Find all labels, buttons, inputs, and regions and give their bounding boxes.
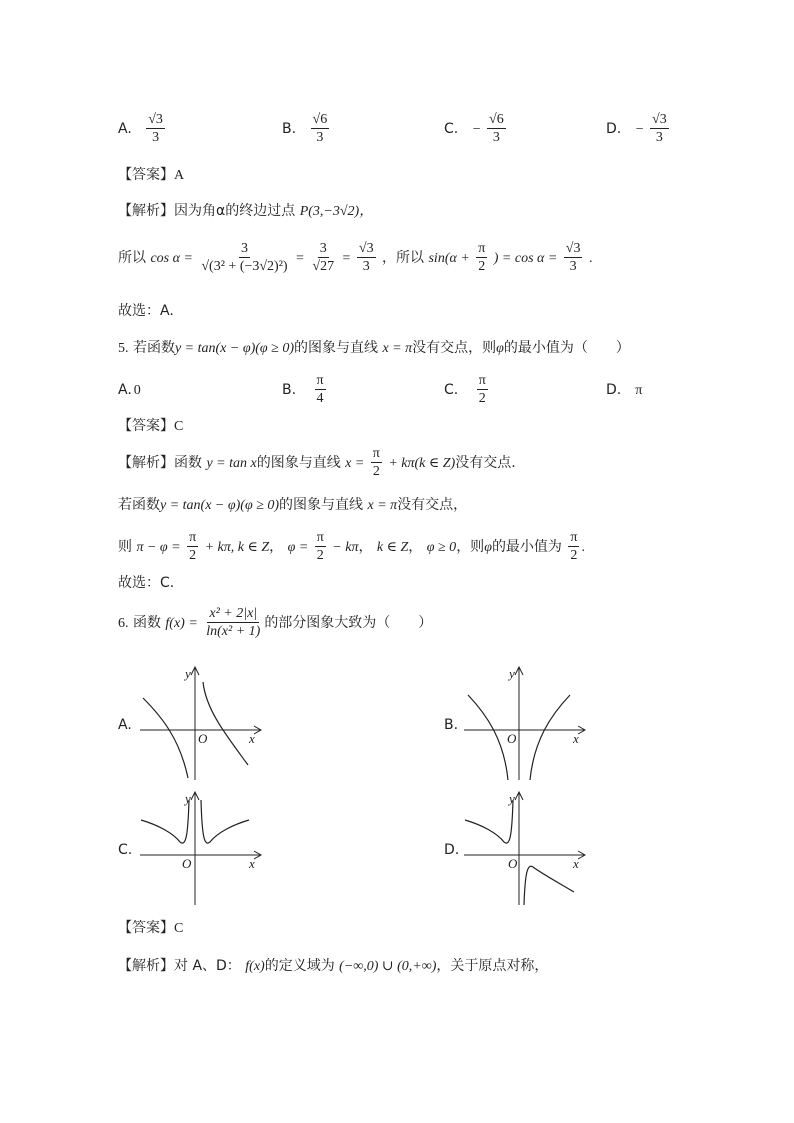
q4-analysis-line1: 【解析】因为角α的终边过点 P(3,−3√2)， xyxy=(118,203,374,219)
fraction: $\frac{3}{\text{√(3² + (−3√2)²)}}$ xyxy=(201,241,288,275)
curve-right xyxy=(530,695,570,780)
q6-stem: 6. 函数 f(x) = $\frac{\text{x² + 2|x|}}{\text{ln(x² + 1)}}$ 的部分图象大致为（ ） xyxy=(118,606,433,640)
fraction: $\frac{\pi}{2}$ xyxy=(478,373,486,407)
fraction: $\frac{√3}{3}$ xyxy=(358,241,374,275)
graph-d xyxy=(462,785,592,910)
q4-option-a: A. $\frac{√3}{3}$ xyxy=(118,112,163,146)
origin-label: O xyxy=(182,856,192,871)
q4-option-b: B. $\frac{√6}{3}$ xyxy=(282,112,328,146)
q6-graph-a-label: A. xyxy=(118,717,132,733)
curve-left xyxy=(143,698,188,778)
graph-b xyxy=(462,660,592,785)
curve-right xyxy=(203,682,248,765)
fraction: $\frac{3}{√27}$ xyxy=(312,241,335,275)
q5-option-c: C. $\frac{\pi}{2}$ xyxy=(444,373,486,407)
q5-option-a: A. 0 xyxy=(118,382,141,398)
fraction: $\frac{\pi}{2}$ xyxy=(372,446,380,480)
q6-answer: 【答案】C xyxy=(118,920,184,936)
q5-analysis-line1: 【解析】函数 y = tan x的图象与直线 x = $\frac{\pi}{2}$ + kπ(k ∈ Z)没有交点. xyxy=(118,446,516,480)
q4-analysis-line2: 所以 cos α = $\frac{3}{\text{√(3² + (−3√2)²)}}$ = $\frac{3}{√27}$ = $\frac{√3}{3}$ ，所以 sin(α + $\frac{\pi}{2}$ ) = cos α = $\frac{√3}{3}$ . xyxy=(118,241,593,275)
x-axis-label: x xyxy=(249,731,255,746)
q4-answer: 【答案】A xyxy=(118,167,185,183)
fraction: $\frac{√3}{3}$ xyxy=(652,112,667,146)
origin-label: O xyxy=(198,731,208,746)
fraction: $\frac{\text{x² + 2|x|}}{\text{ln(x² + 1)}}$ xyxy=(206,606,261,640)
x-axis-label: x xyxy=(249,856,255,871)
q5-answer: 【答案】C xyxy=(118,418,184,434)
y-axis-label: y xyxy=(185,666,191,681)
fraction: $\frac{\pi}{2}$ xyxy=(189,530,197,564)
q5-stem: 5. 若函数y = tan(x − φ)(φ ≥ 0)的图象与直线 x = π没有交点，则φ的最小值为（ ） xyxy=(118,340,630,356)
q5-option-d: D. π xyxy=(606,382,643,398)
q5-option-b: B. $\frac{\pi}{4}$ xyxy=(282,373,324,407)
origin-label: O xyxy=(508,856,518,871)
curve-left xyxy=(141,800,189,843)
curve-left xyxy=(468,695,508,780)
q4-option-c: C. − $\frac{√6}{3}$ xyxy=(444,112,504,146)
graph-c xyxy=(138,785,268,910)
q5-analysis-line3: 则 π − φ = $\frac{\pi}{2}$ + kπ, k ∈ Z， φ = $\frac{\pi}{2}$ − kπ， k ∈ Z， φ ≥ 0，则φ的最小值为 $\frac{\pi}{2}$ . xyxy=(118,530,585,564)
fraction: $\frac{\pi}{2}$ xyxy=(316,530,324,564)
x-axis-label: x xyxy=(573,856,579,871)
fraction: $\frac{√3}{3}$ xyxy=(148,112,163,146)
q6-graph-d-label: D. xyxy=(444,842,460,858)
curve-left xyxy=(465,800,513,843)
curve-right xyxy=(524,866,574,905)
fraction: $\frac{\pi}{4}$ xyxy=(316,373,324,407)
fraction: $\frac{√3}{3}$ xyxy=(565,241,581,275)
x-axis-label: x xyxy=(573,731,579,746)
q6-analysis-line1: 【解析】对 A、D： f(x)的定义域为 (−∞,0) ∪ (0,+∞)，关于原点对称， xyxy=(118,958,549,974)
q6-graph-b-label: B. xyxy=(444,717,459,733)
origin-label: O xyxy=(507,731,517,746)
curve-right xyxy=(201,800,249,843)
q5-analysis-line2: 若函数y = tan(x − φ)(φ ≥ 0)的图象与直线 x = π没有交点， xyxy=(118,497,468,513)
y-axis-label: y xyxy=(185,791,191,806)
fraction: $\frac{\pi}{2}$ xyxy=(478,241,486,275)
fraction: $\frac{\pi}{2}$ xyxy=(570,530,578,564)
q5-conclusion: 故选：C. xyxy=(118,575,175,591)
fraction: $\frac{√6}{3}$ xyxy=(489,112,504,146)
fraction: $\frac{√6}{3}$ xyxy=(312,112,328,146)
graph-a xyxy=(138,660,268,785)
y-axis-label: y xyxy=(509,666,515,681)
q4-conclusion: 故选：A. xyxy=(118,303,174,319)
y-axis-label: y xyxy=(509,791,515,806)
q4-option-d: D. − $\frac{√3}{3}$ xyxy=(606,112,667,146)
q6-graph-c-label: C. xyxy=(118,842,133,858)
